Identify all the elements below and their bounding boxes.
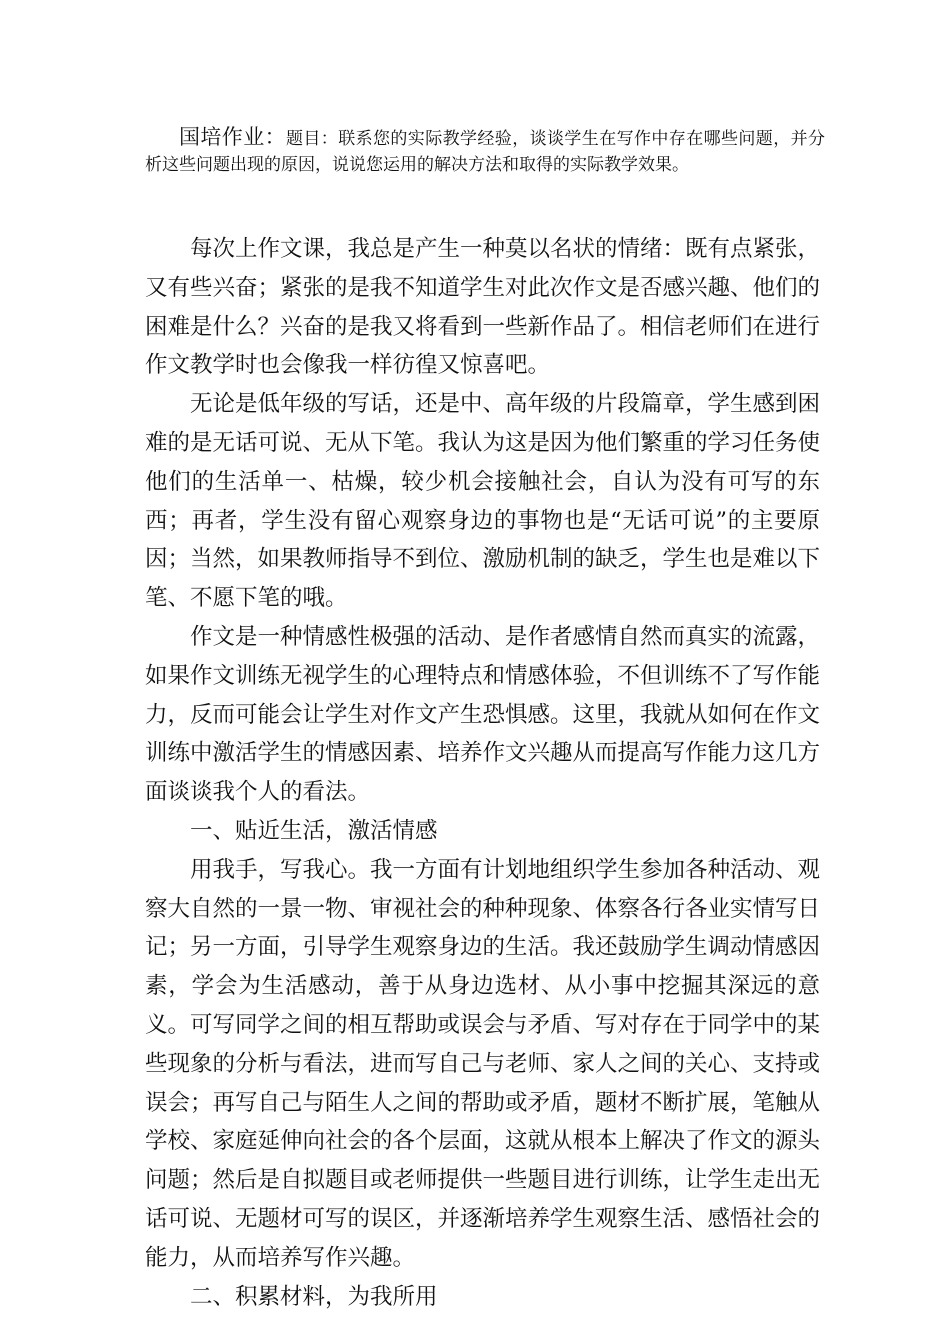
- paragraph-thesis: 作文是一种情感性极强的活动、是作者感情自然而真实的流露，如果作文训练无视学生的心理特点和情感体验，不但训练不了写作能力，反而可能会让学生对作文产生恐惧感。这里，我就从如何在作文训练中激活学生的情感因素、培养作文兴趣从而提高写作能力这几方面谈谈我个人的看法。: [145, 623, 821, 806]
- assignment-header: [145, 124, 825, 178]
- assignment-label: 国培作业：: [179, 125, 286, 149]
- assignment-prompt: 题目：联系您的实际教学经验，谈谈学生在写作中存在哪些问题，并分析这些问题出现的原因，说说您运用的解决方法和取得的实际教学效果。: [145, 129, 825, 175]
- essay-body: [145, 230, 820, 1316]
- paragraph-section-1: 用我手，写我心。我一方面有计划地组织学生参加各种活动、观察大自然的一景一物、审视社会的种种现象、体察各行各业实情写日记；另一方面，引导学生观察身边的生活。我还鼓励学生调动情感因素，学会为生活感动，善于从身边选材、从小事中挖掘其深远的意义。可写同学之间的相互帮助或误会与矛盾、写对存在于同学中的某些现象的分析与看法，进而写自己与老师、家人之间的关心、支持或误会；再写自己与陌生人之间的帮助或矛盾，题材不断扩展，笔触从学校、家庭延伸向社会的各个层面，这就从根本上解决了作文的源头问题；然后是自拟题目或老师提供一些题目进行训练，让学生走出无话可说、无题材可写的误区，并逐渐培养学生观察生活、感悟社会的能力，从而培养写作兴趣。: [145, 856, 821, 1271]
- section-heading-2: 二、积累材料，为我所用: [190, 1283, 438, 1310]
- paragraph-intro: 每次上作文课，我总是产生一种莫以名状的情绪：既有点紧张，又有些兴奋；紧张的是我不知道学生对此次作文是否感兴趣、他们的困难是什么？兴奋的是我又将看到一些新作品了。相信老师们在进行作文教学时也会像我一样彷徨又惊喜吧。: [145, 236, 821, 379]
- paragraph-problems: 无论是低年级的写话，还是中、高年级的片段篇章，学生感到困难的是无话可说、无从下笔。我认为这是因为他们繁重的学习任务使他们的生活单一、枯燥，较少机会接触社会，自认为没有可写的东西；再者，学生没有留心观察身边的事物也是“无话可说”的主要原因；当然，如果教师指导不到位、激励机制的缺乏，学生也是难以下笔、不愿下笔的哦。: [145, 391, 821, 612]
- section-heading-1: 一、贴近生活，激活情感: [190, 817, 438, 844]
